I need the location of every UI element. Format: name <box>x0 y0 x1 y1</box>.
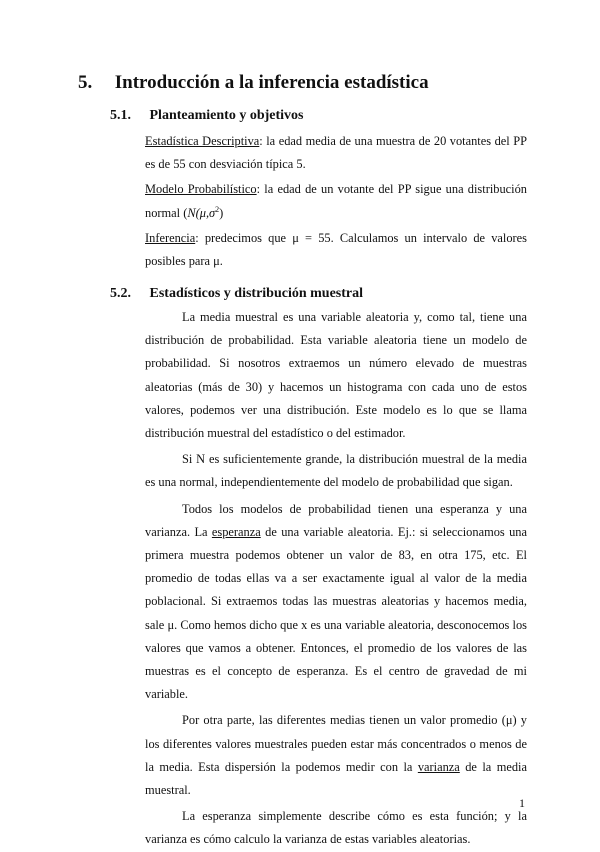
probabilistic-text: : la edad de un votante del PP sigue una distribución normal ( <box>145 182 527 220</box>
p4-text-b: de la media muestral. <box>145 759 527 798</box>
superscript-two: 2 <box>215 204 220 214</box>
closing-paren: ) <box>219 205 224 220</box>
subsection-title: Planteamiento y objetivos <box>149 108 304 123</box>
term-inference: Inferencia <box>145 230 196 245</box>
paragraph-3 <box>145 498 527 707</box>
term-esperanza: esperanza <box>211 524 261 539</box>
paragraph-4 <box>145 709 527 802</box>
paragraph-5: La esperanza simplemente describe cómo es esta función; y la varianza es cómo calculo la varianza de estas variables aleatorias. <box>145 809 527 847</box>
page-number: 1 <box>519 796 525 810</box>
paragraph-1: La media muestral es una variable aleatoria y, como tal, tiene una distribución de probabilidad. Esta variable aleatoria tiene un modelo de probabilidad. Si nosotros extraemos un número elevado de muestras aleatorias (más de 30) y hacemos un histograma con cada uno de estos valores, podemos ver una distribución. Este modelo es lo que se llama distribución muestral del estadístico o del estimador. <box>145 310 527 441</box>
subsection-title: Estadísticos y distribución muestral <box>149 286 364 301</box>
p4-text-a: Por otra parte, las diferentes medias tienen un valor promedio (μ) y los diferentes valores muestrales pueden estar más concentrados o menos de la media. Esta dispersión la podemos medir con la <box>145 713 527 774</box>
paragraph-2: Si N es suficientemente grande, la distribución muestral de la media es una normal, independientemente del modelo de probabilidad que sigan. <box>145 452 527 490</box>
subsection-number: 5.1. <box>110 108 131 123</box>
descriptive-text: : la edad media de una muestra de 20 votantes del PP es de 55 con desviación típica 5. <box>145 134 527 172</box>
subsection-number: 5.2. <box>110 286 131 301</box>
term-descriptive: Estadística Descriptiva <box>145 134 260 148</box>
subsection-heading-5-2 <box>110 286 363 302</box>
term-probabilistic: Modelo Probabilístico <box>145 182 257 197</box>
sampling-distribution-block <box>145 306 527 852</box>
inference-paragraph <box>145 227 527 273</box>
subsection-heading-5-1 <box>110 108 303 124</box>
term-varianza: varianza <box>417 759 460 774</box>
descriptive-paragraph <box>145 130 527 176</box>
probabilistic-paragraph <box>145 178 527 224</box>
p3-text-a: Todos los modelos de probabilidad tienen una esperanza y una varianza. La <box>145 501 527 539</box>
objectives-block <box>145 130 527 273</box>
inference-text: : predecimos que μ = 55. Calculamos un intervalo de valores posibles para μ. <box>145 230 527 269</box>
section-title: Introducción a la inferencia estadística <box>114 72 429 93</box>
section-number: 5. <box>78 72 93 93</box>
p3-text-b: de una variable aleatoria. Ej.: si seleccionamos una primera muestra podemos obtener un valor de 83, en otra 175, etc. El promedio de todas ellas va a ser exactamente igual al valor de la media poblacional. Si extraemos todas las muestras aleatorias y hacemos media, sale μ. Como hemos dicho que x es una variable aleatoria, desconocemos los valores que vamos a obtener. Entonces, el promedio de los valores de las muestras es el concepto de esperanza. Es el centro de gravedad de mi variable. <box>145 524 528 702</box>
section-heading <box>78 72 429 94</box>
normal-notation: N(μ,σ <box>187 205 216 220</box>
